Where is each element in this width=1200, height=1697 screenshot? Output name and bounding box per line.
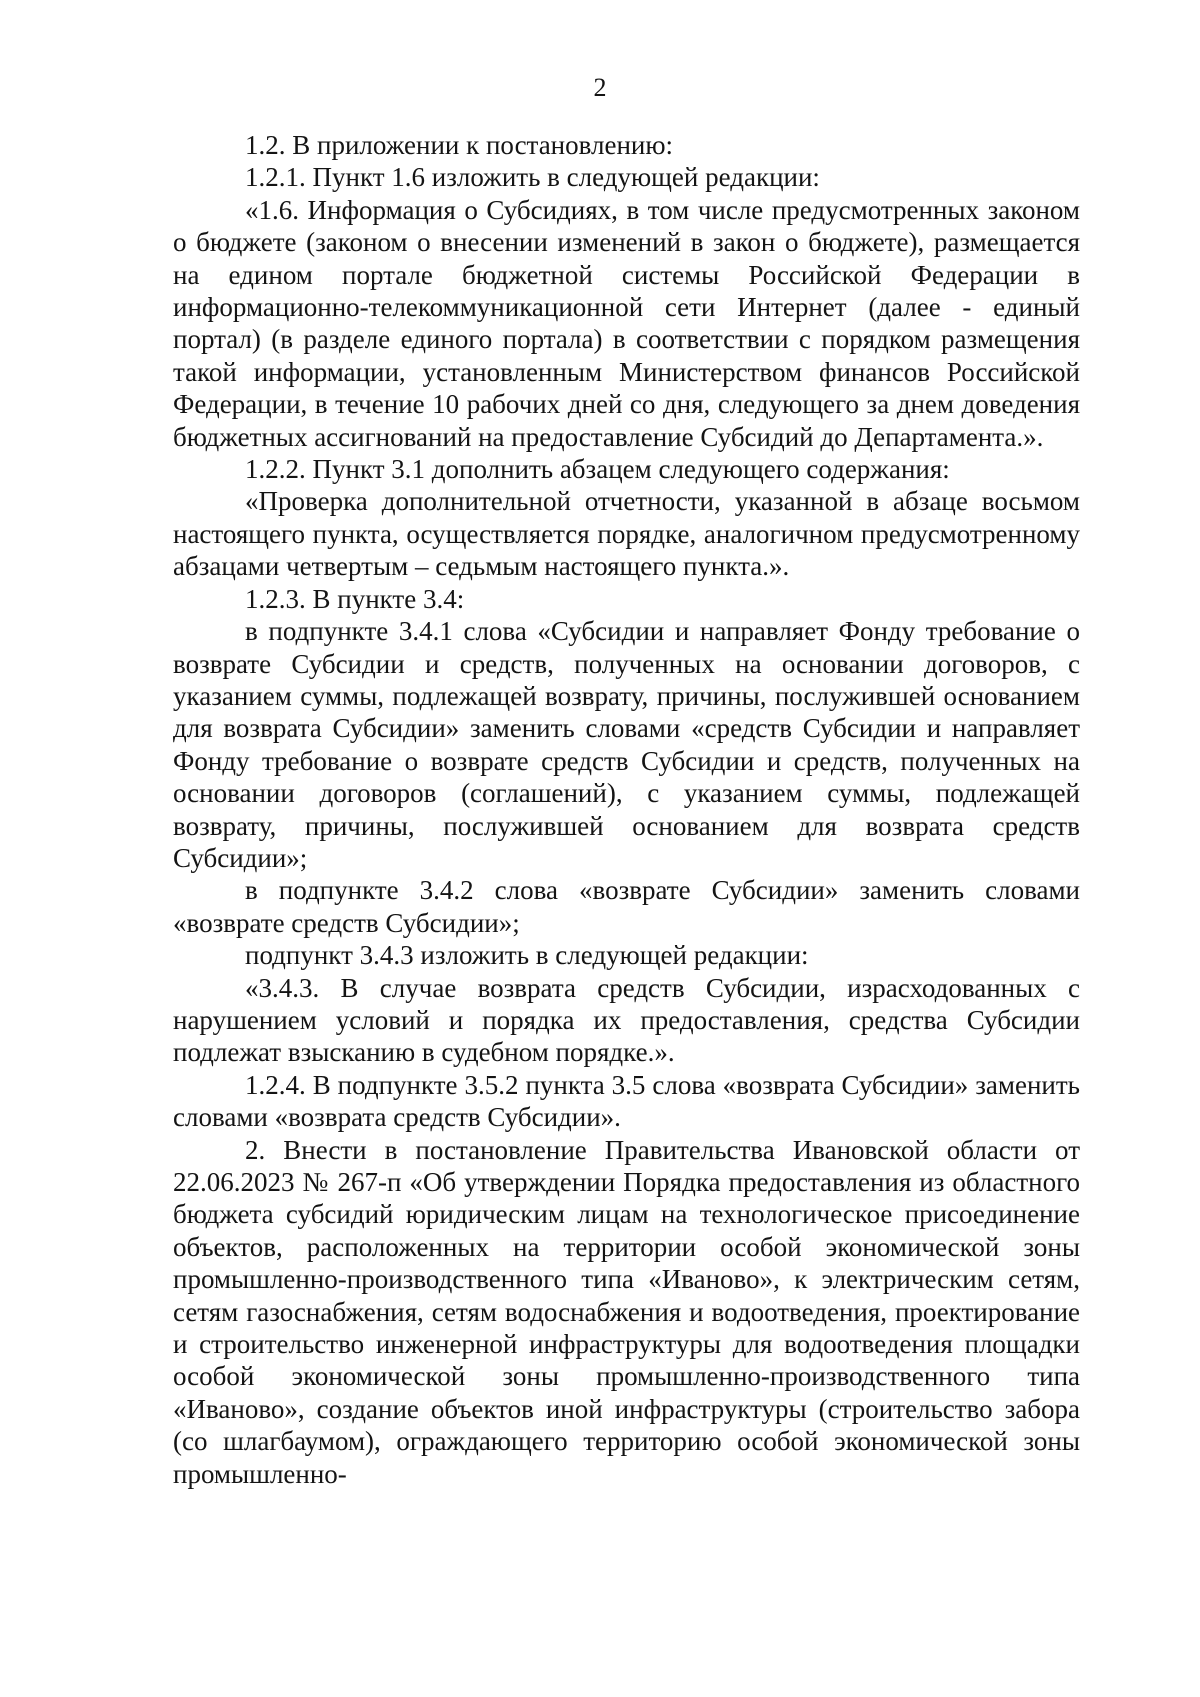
paragraph-1-2: 1.2. В приложении к постановлению: bbox=[245, 130, 674, 160]
paragraph-1-2-3: 1.2.3. В пункте 3.4: bbox=[245, 583, 465, 614]
paragraph-2: 2. Внести в постановление Правительства Ивановской области от 22.06.2023 № 267-п «Об утверждении Порядка предоставления из областного бюджета субсидий юридическим лицам на технологическое присоединение объектов, расположенных на территории особой экономической зоны промышленно-производственного типа «Иваново», к электрическим сетям, сетям газоснабжения, сетям водоснабжения и водоотведения, проектирование и строительство инженерной инфраструктуры для водоотведения площадки особой экономической зоны промышленно-производственного типа «Иваново», создание объектов иной инфраструктуры (строительство забора (со шлагбаумом), ограждающего территорию особой экономической зоны промышленно- bbox=[173, 1134, 1080, 1489]
paragraph-quote-1-6: «1.6. Информация о Субсидиях, в том числе предусмотренных законом о бюджете (законом о внесении изменений в закон о бюджете), размещается на едином портале бюджетной системы Российской Федерации в информационно-телекоммуникационной сети Интернет (далее - единый портал) (в разделе единого портала) в соответствии с порядком размещения такой информации, установленным Министерством финансов Российской Федерации, в течение 10 рабочих дней со дня, следующего за днем доведения бюджетных ассигнований на предоставление Субсидий до Департамента.». bbox=[173, 194, 1080, 452]
document-body bbox=[173, 129, 1080, 1490]
paragraph-subpoint-3-4-1: в подпункте 3.4.1 слова «Субсидии и направляет Фонду требование о возврате Субсидии и средств, полученных на основании договоров, с указанием суммы, подлежащей возврату, причины, послужившей основанием для возврата Субсидии» заменить словами «средств Субсидии и направляет Фонду требование о возврате средств Субсидии и средств, полученных на основании договоров (соглашений), с указанием суммы, подлежащей возврату, причины, послужившей основанием для возврата средств Субсидии»; bbox=[173, 616, 1080, 873]
paragraph-1-2-1: 1.2.1. Пункт 1.6 изложить в следующей редакции: bbox=[245, 162, 820, 193]
paragraph-subpoint-3-4-2: в подпункте 3.4.2 слова «возврате Субсидии» заменить словами «возврате средств Субсидии»; bbox=[173, 875, 1080, 938]
paragraph-quote-3-4-3: «3.4.3. В случае возврата средств Субсидии, израсходованных с нарушением условий и порядка их предоставления, средства Субсидии подлежат взысканию в судебном порядке.». bbox=[173, 972, 1080, 1068]
paragraph-1-2-4: 1.2.4. В подпункте 3.5.2 пункта 3.5 слова «возврата Субсидии» заменить словами «возврата средств Субсидии». bbox=[173, 1069, 1080, 1133]
paragraph-quote-verification: «Проверка дополнительной отчетности, указанной в абзаце восьмом настоящего пункта, осуществляется порядке, аналогичном предусмотренному абзацами четвертым – седьмым настоящего пункта.». bbox=[173, 486, 1080, 582]
paragraph-1-2-2: 1.2.2. Пункт 3.1 дополнить абзацем следующего содержания: bbox=[245, 454, 950, 485]
paragraph-subpoint-3-4-3-intro: подпункт 3.4.3 изложить в следующей редакции: bbox=[245, 940, 809, 971]
page-number: 2 bbox=[593, 73, 607, 102]
